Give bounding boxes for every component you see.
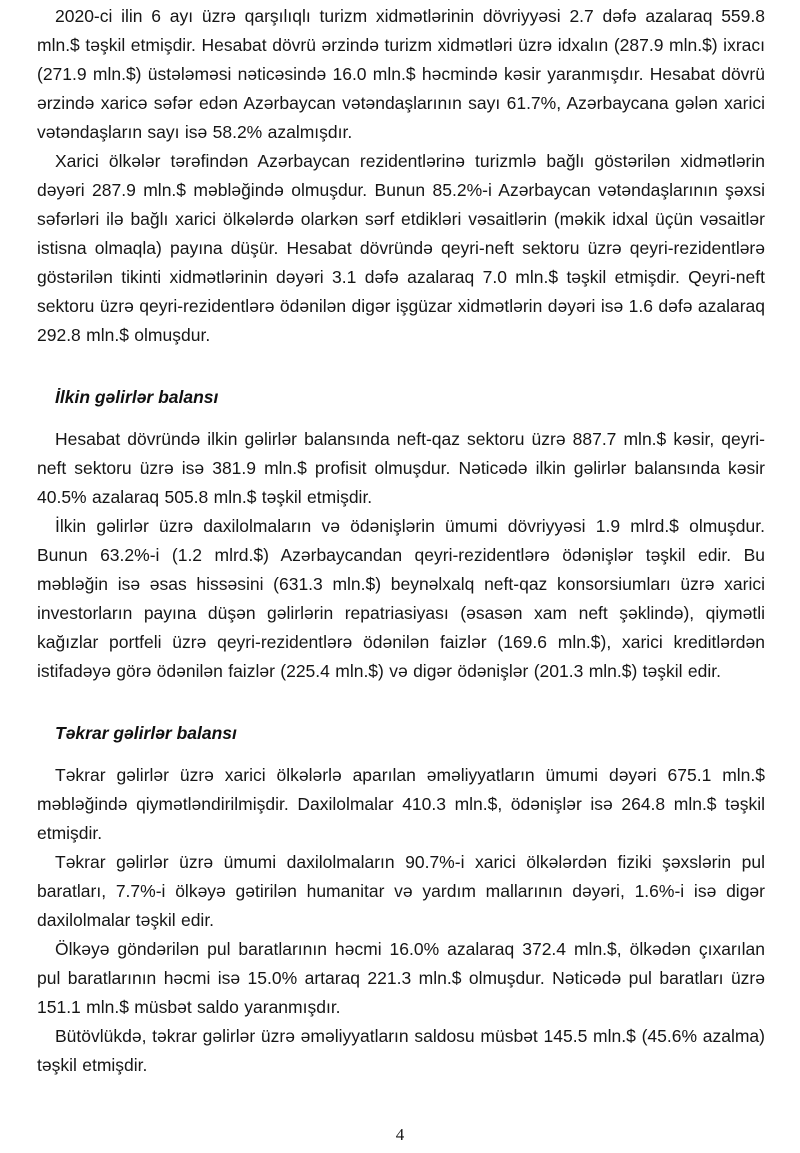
paragraph-remittances: Ölkəyə göndərilən pul baratlarının həcmi 16.0% azalaraq 372.4 mln.$, ölkədən çıxarılan pul baratlarının həcmi isə 15.0% artaraq 221.3 mln.$ olmuşdur. Nəticədə pul baratları üzrə 151.1 mln.$ müsbət saldo yaranmışdır. — [37, 939, 765, 1017]
paragraph-secondary-income-saldo: Bütövlükdə, təkrar gəlirlər üzrə əməliyyatların saldosu müsbət 145.5 mln.$ (45.6% azalma) təşkil etmişdir. — [37, 1026, 765, 1075]
heading-primary-income-balance: İlkin gəlirlər balansı — [55, 387, 219, 407]
page-number: 4 — [395, 1125, 405, 1144]
paragraph-primary-income-balance: Hesabat dövründə ilkin gəlirlər balansında neft-qaz sektoru üzrə 887.7 mln.$ kəsir, qeyri-neft sektoru üzrə isə 381.9 mln.$ profisit olmuşdur. Nəticədə ilkin gəlirlər balansında kəsir 40.5% azalaraq 505.8 mln.$ təşkil etmişdir. — [37, 429, 765, 507]
paragraph-tourism-services-detail: Xarici ölkələr tərəfindən Azərbaycan rezidentlərinə turizmlə bağlı göstərilən xidmətlərin dəyəri 287.9 mln.$ məbləğində olmuşdur. Bunun 85.2%-i Azərbaycan vətəndaşlarının şəxsi səfərləri ilə bağlı xarici ölkələrdə olarkən sərf etdikləri vəsaitlərin (məkik idxal üçün vəsaitlər istisna olmaqla) payına düşür. Hesabat dövründə qeyri-neft sektoru üzrə qeyri-rezidentlərə göstərilən tikinti xidmətlərinin dəyəri 3.1 dəfə azalaraq 7.0 mln.$ təşkil etmişdir. Qeyri-neft sektoru üzrə qeyri-rezidentlərə ödənilən digər işgüzar xidmətlərin dəyəri isə 1.6 dəfə azalaraq 292.8 mln.$ olmuşdur. — [37, 151, 765, 345]
paragraph-secondary-income-inflows: Təkrar gəlirlər üzrə ümumi daxilolmaların 90.7%-i xarici ölkələrdən fiziki şəxslərin pul baratları, 7.7%-i ölkəyə gətirilən humanitar və yardım mallarının dəyəri, 1.6%-i isə digər daxilolmalar təşkil edir. — [37, 852, 765, 930]
paragraph-secondary-income-operations: Təkrar gəlirlər üzrə xarici ölkələrlə aparılan əməliyyatların ümumi dəyəri 675.1 mln.$ məbləğində qiymətləndirilmişdir. Daxilolmalar 410.3 mln.$, ödənişlər isə 264.8 mln.$ təşkil etmişdir. — [37, 765, 765, 843]
heading-secondary-income-balance: Təkrar gəlirlər balansı — [55, 723, 237, 743]
paragraph-tourism-turnover: 2020-ci ilin 6 ayı üzrə qarşılıqlı turizm xidmətlərinin dövriyyəsi 2.7 dəfə azalaraq 559.8 mln.$ təşkil etmişdir. Hesabat dövrü ərzində turizm xidmətləri üzrə idxalın (287.9 mln.$) ixracı (271.9 mln.$) üstələməsi nəticəsində 16.0 mln.$ həcmində kəsir yaranmışdır. Hesabat dövrü ərzində xaricə səfər edən Azərbaycan vətəndaşlarının sayı 61.7%, Azərbaycana gələn xarici vətəndaşların sayı isə 58.2% azalmışdır. — [37, 6, 765, 142]
paragraph-primary-income-flows: İlkin gəlirlər üzrə daxilolmaların və ödənişlərin ümumi dövriyyəsi 1.9 mlrd.$ olmuşdur. Bunun 63.2%-i (1.2 mlrd.$) Azərbaycandan qeyri-rezidentlərə ödənişlər təşkil edir. Bu məbləğin isə əsas hissəsini (631.3 mln.$) beynəlxalq neft-qaz konsorsiumları üzrə xarici investorların payına düşən gəlirlərin repatriasiyası (əsasən xam neft şəklində), qiymətli kağızlar portfeli üzrə qeyri-rezidentlərə ödənilən faizlər (169.6 mln.$), xarici kreditlərdən istifadəyə görə ödənilən faizlər (225.4 mln.$) və digər ödənişlər (201.3 mln.$) təşkil edir. — [37, 516, 765, 681]
